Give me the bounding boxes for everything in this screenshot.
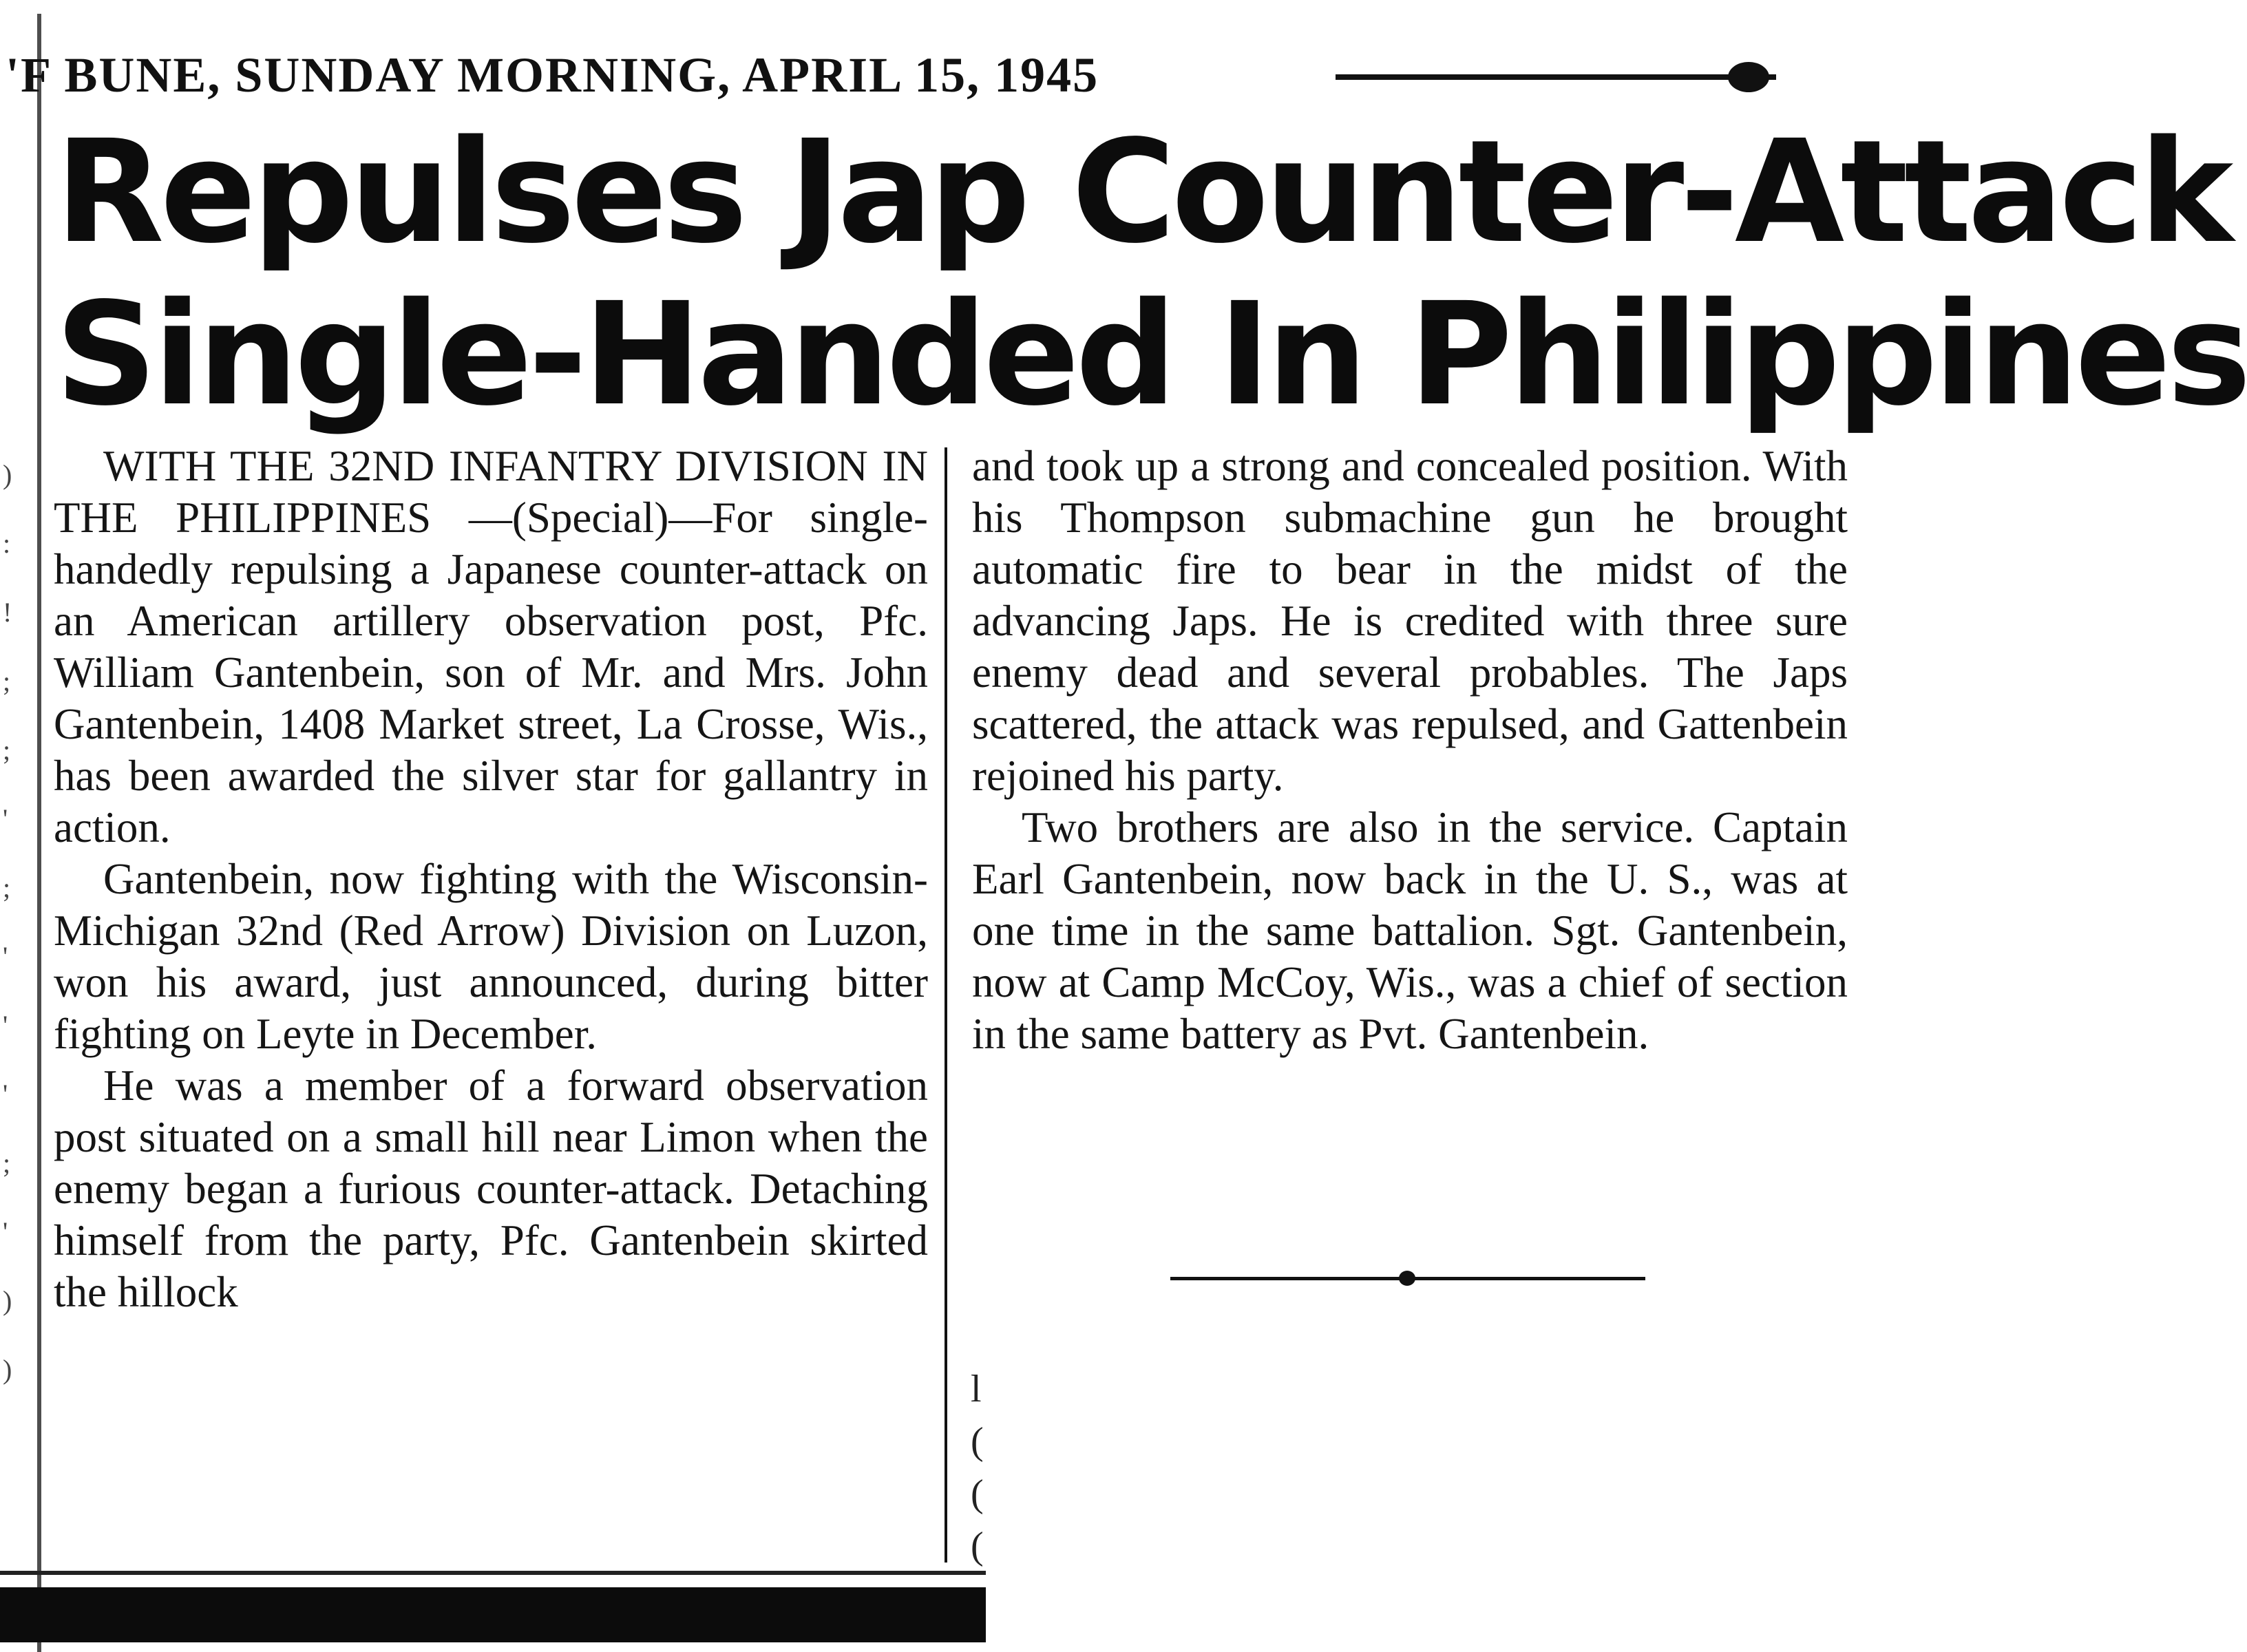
- clipped-letter: (: [971, 1525, 984, 1567]
- bottom-rule: [0, 1571, 986, 1575]
- column-divider: [945, 447, 947, 1563]
- headline-line-2: Single-Handed In Philippines: [55, 272, 2247, 437]
- column1-paragraph-2: Gantenbein, now fighting with the Wisconsin-Michigan 32nd (Red Arrow) Division on Luzon, won his award, just announced, during bitter fighting on Leyte in December.: [54, 855, 928, 1058]
- margin-mark: ': [3, 1079, 8, 1110]
- margin-mark: ;: [3, 734, 11, 765]
- dateline-rule-dot: [1728, 62, 1769, 92]
- headline-line-1: Repulses Jap Counter-Attack: [55, 109, 2230, 275]
- margin-mark: :: [3, 528, 11, 559]
- bottom-black-bar: [0, 1587, 986, 1642]
- margin-mark: ': [3, 941, 8, 972]
- right-clipped-letters: [971, 1363, 984, 1572]
- margin-mark: ': [3, 1216, 8, 1247]
- margin-mark: ;: [3, 872, 11, 903]
- column1-paragraph-3: He was a member of a forward observation post situated on a small hill near Limon when the enemy began a furious counter-attack. Detaching himself from the party, Pfc. Gantenbein skirted the hillock: [54, 1061, 928, 1316]
- clipping-left-edge: [37, 14, 41, 1652]
- column2-paragraph-2: Two brothers are also in the service. Captain Earl Gantenbein, now back in the U. S., was at one time in the same battalion. Sgt. Gantenbein, now at Camp McCoy, Wis., was a chief of section in the same battery as Pvt. Gantenbein.: [972, 803, 1848, 1058]
- margin-mark: ;: [3, 1147, 11, 1178]
- clipped-letter: (: [971, 1420, 984, 1463]
- margin-mark: ): [3, 459, 12, 490]
- article-column-1: [54, 441, 928, 1318]
- margin-mark: ;: [3, 666, 11, 697]
- column1-paragraph-1: WITH THE 32ND INFANTRY DIVISION IN THE PHILIPPINES —(Special)—For single-handedly repulsing a Japanese counter-attack on an American artillery observation post, Pfc. William Gantenbein, son of Mr. and Mrs. John Gantenbein, 1408 Market street, La Crosse, Wis., has been awarded the silver star for gallantry in action.: [54, 442, 928, 851]
- clipped-letter: l: [971, 1368, 982, 1410]
- clipped-letter: (: [971, 1472, 984, 1515]
- left-margin-marks: [3, 441, 17, 1542]
- margin-mark: ': [3, 1010, 8, 1041]
- margin-mark: ): [3, 1354, 12, 1385]
- article-column-2: [972, 441, 1848, 1060]
- dateline-rule: [1336, 74, 1776, 80]
- margin-mark: ): [3, 1285, 12, 1316]
- dateline: 'F BUNE, SUNDAY MORNING, APRIL 15, 1945: [6, 47, 1099, 103]
- article-end-dot: [1399, 1271, 1415, 1286]
- column2-paragraph-1: and took up a strong and concealed position. With his Thompson submachine gun he brought automatic fire to bear in the midst of the advancing Japs. He is credited with three sure enemy dead and several probables. The Japs scattered, the attack was repulsed, and Gattenbein rejoined his party.: [972, 442, 1848, 800]
- margin-mark: !: [3, 597, 12, 628]
- margin-mark: ': [3, 803, 8, 834]
